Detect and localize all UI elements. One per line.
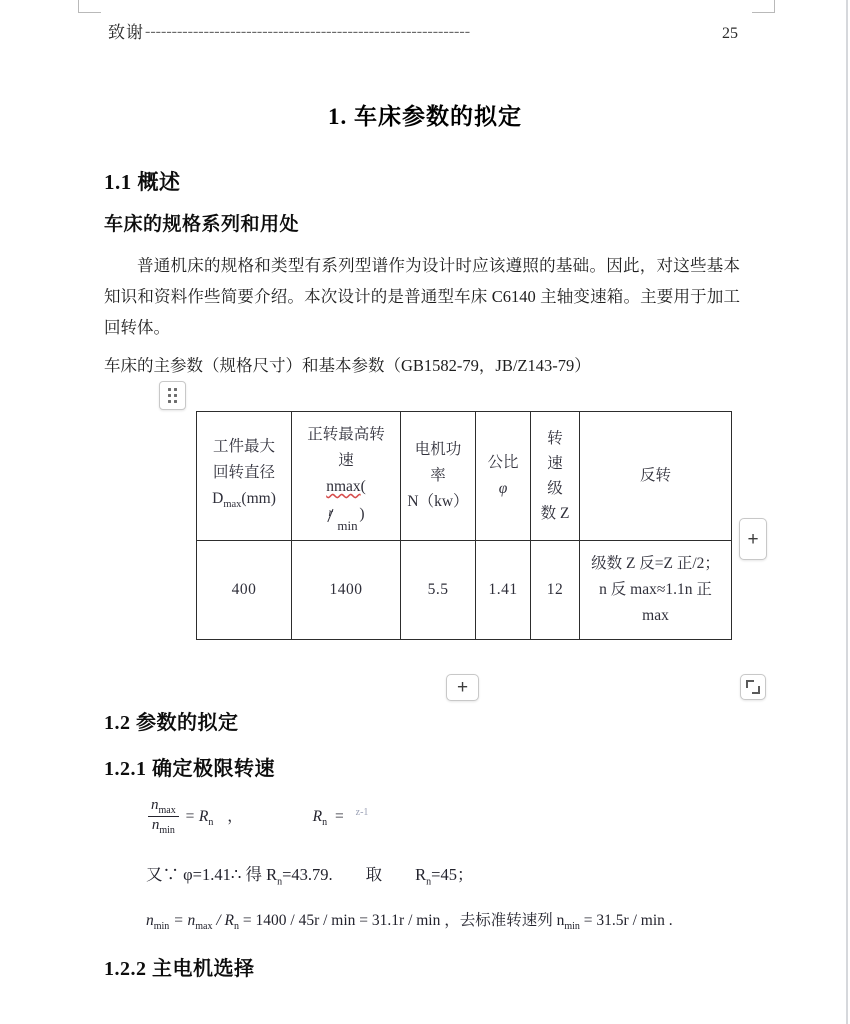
n-subscript: min <box>159 825 175 836</box>
fraction-nmax-nmin <box>148 797 179 836</box>
page-crop-mark-top-left <box>78 0 101 13</box>
plus-icon: + <box>456 677 469 698</box>
paren-close: ) <box>359 505 365 523</box>
header-line: 率 <box>430 467 446 484</box>
cell-speed-steps-value[interactable]: 12 <box>531 541 580 640</box>
fraction-numerator: r <box>328 505 334 519</box>
header-cell-motor-power[interactable] <box>401 412 476 541</box>
n-symbol: n <box>146 912 154 929</box>
header-line: 正转最高转 <box>307 426 385 443</box>
parameter-table-wrapper <box>196 411 732 640</box>
cell-ratio-phi-value[interactable]: 1.41 <box>476 541 531 640</box>
rn-subscript: n <box>277 876 283 888</box>
unit-mm: (mm) <box>241 489 276 507</box>
divide-rn: / R <box>212 912 235 929</box>
grid-dots-icon <box>168 388 177 403</box>
exponent-z-minus-1: z-1 <box>355 806 369 818</box>
n-symbol: n <box>151 797 159 813</box>
header-cell-max-diameter[interactable] <box>197 412 292 541</box>
phi-statement: 又∵ φ=1.41∴ 得 R <box>146 865 278 884</box>
add-column-button[interactable] <box>739 518 767 560</box>
table-drag-handle-button[interactable] <box>159 381 186 410</box>
cell-reverse-value[interactable] <box>580 541 732 640</box>
equals-rn: = R <box>184 808 209 826</box>
reverse-formula-line: 级数 Z 反=Z 正/2； <box>591 555 720 572</box>
rn-subscript: n <box>208 817 214 829</box>
phi-middle: =43.79. 取 R <box>282 865 427 884</box>
heading-section-1-2-1: 1.2.1 确定极限转速 <box>104 758 275 780</box>
header-line: 工件最大 <box>212 437 275 455</box>
fraction-denominator <box>148 816 179 836</box>
table-data-row <box>197 541 732 640</box>
header-line <box>295 474 397 500</box>
fraction-numerator <box>148 797 179 816</box>
header-line: φ <box>498 480 508 497</box>
equals-sign: = <box>335 808 344 826</box>
rn-label: R <box>312 808 323 826</box>
parameter-table <box>196 411 732 640</box>
formula-nmin <box>146 908 673 932</box>
toc-entry-label: 致谢 <box>108 23 144 42</box>
symbol-nmax: nmax <box>326 478 361 495</box>
header-cell-reverse[interactable]: 反转 <box>580 412 732 541</box>
formula-phi-result <box>146 861 473 887</box>
header-line: 转 <box>547 430 563 447</box>
header-line: 电机功 <box>414 441 462 458</box>
reverse-formula-line: n 反 max≈1.1n 正 <box>599 581 712 598</box>
resize-table-button[interactable] <box>740 674 766 700</box>
paren-open: ( <box>360 478 366 495</box>
cell-max-diameter-value[interactable]: 400 <box>197 541 292 640</box>
rn-subscript: n <box>322 817 328 829</box>
cell-max-speed-value[interactable]: 1400 <box>292 541 401 640</box>
toc-leader-dots: ------------------------------------------------------------- <box>145 23 471 40</box>
page-title: 1. 车床参数的拟定 <box>328 104 522 129</box>
fraction-denominator: min <box>337 518 358 533</box>
n-symbol: n <box>151 817 160 833</box>
heading-lathe-spec: 车床的规格系列和用处 <box>104 214 300 235</box>
header-line: N（kw） <box>407 493 469 510</box>
heading-section-1-1: 1.1 概述 <box>104 170 181 194</box>
comma: ， <box>227 808 243 826</box>
formula-speed-range <box>146 798 368 837</box>
phi-end: =45； <box>431 865 474 884</box>
header-line-fraction <box>295 500 397 533</box>
scrollbar-track[interactable] <box>846 0 848 1024</box>
symbol-d-subscript: max <box>223 499 242 511</box>
paragraph-table-caption: 车床的主参数（规格尺寸）和基本参数（GB1582-79，JB/Z143-79） <box>104 356 591 375</box>
reverse-formula-line: max <box>642 607 669 624</box>
header-line: 回转直径 <box>212 463 275 481</box>
add-row-button[interactable] <box>446 674 479 701</box>
rn-subscript: n <box>426 876 432 888</box>
n-subscript: min <box>564 921 580 933</box>
nmin-standard-value: = 31.5r / min . <box>579 912 673 929</box>
page-crop-mark-top-right <box>752 0 775 13</box>
cell-motor-power-value[interactable]: 5.5 <box>401 541 476 640</box>
n-subscript: max <box>195 921 213 933</box>
nmin-computation: = 1400 / 45r / min = 31.1r / min ，去标准转速列 n <box>239 912 565 929</box>
resize-corner-icon <box>746 680 760 694</box>
rn-subscript: n <box>234 921 240 933</box>
header-line: 级 <box>547 480 563 497</box>
symbol-d: D <box>212 489 224 507</box>
header-line: 速 <box>547 455 563 472</box>
n-subscript: min <box>153 921 170 933</box>
heading-section-1-2-2: 1.2.2 主电机选择 <box>104 958 255 980</box>
header-cell-speed-steps[interactable] <box>531 412 580 541</box>
toc-page-number: 25 <box>722 25 738 42</box>
header-line <box>200 486 288 518</box>
toc-entry <box>108 18 738 43</box>
n-max-term: = n <box>169 912 196 929</box>
header-line: 公比 <box>487 454 519 471</box>
header-line: 速 <box>338 452 354 469</box>
plus-icon: + <box>747 528 759 550</box>
header-line: 数 Z <box>540 505 570 522</box>
heading-section-1-2: 1.2 参数的拟定 <box>104 712 239 734</box>
table-header-row <box>197 412 732 541</box>
header-cell-ratio-phi[interactable] <box>476 412 531 541</box>
n-subscript: max <box>158 805 176 816</box>
header-cell-max-speed[interactable] <box>292 412 401 541</box>
fraction-r-per-min <box>327 500 359 533</box>
paragraph-intro: 普通机床的规格和类型有系列型谱作为设计时应该遵照的基础。因此，对这些基本知识和资料作些简要介绍。本次设计的是普通型车床 C6140 主轴变速箱。主要用于加工回转体。 <box>104 256 740 337</box>
